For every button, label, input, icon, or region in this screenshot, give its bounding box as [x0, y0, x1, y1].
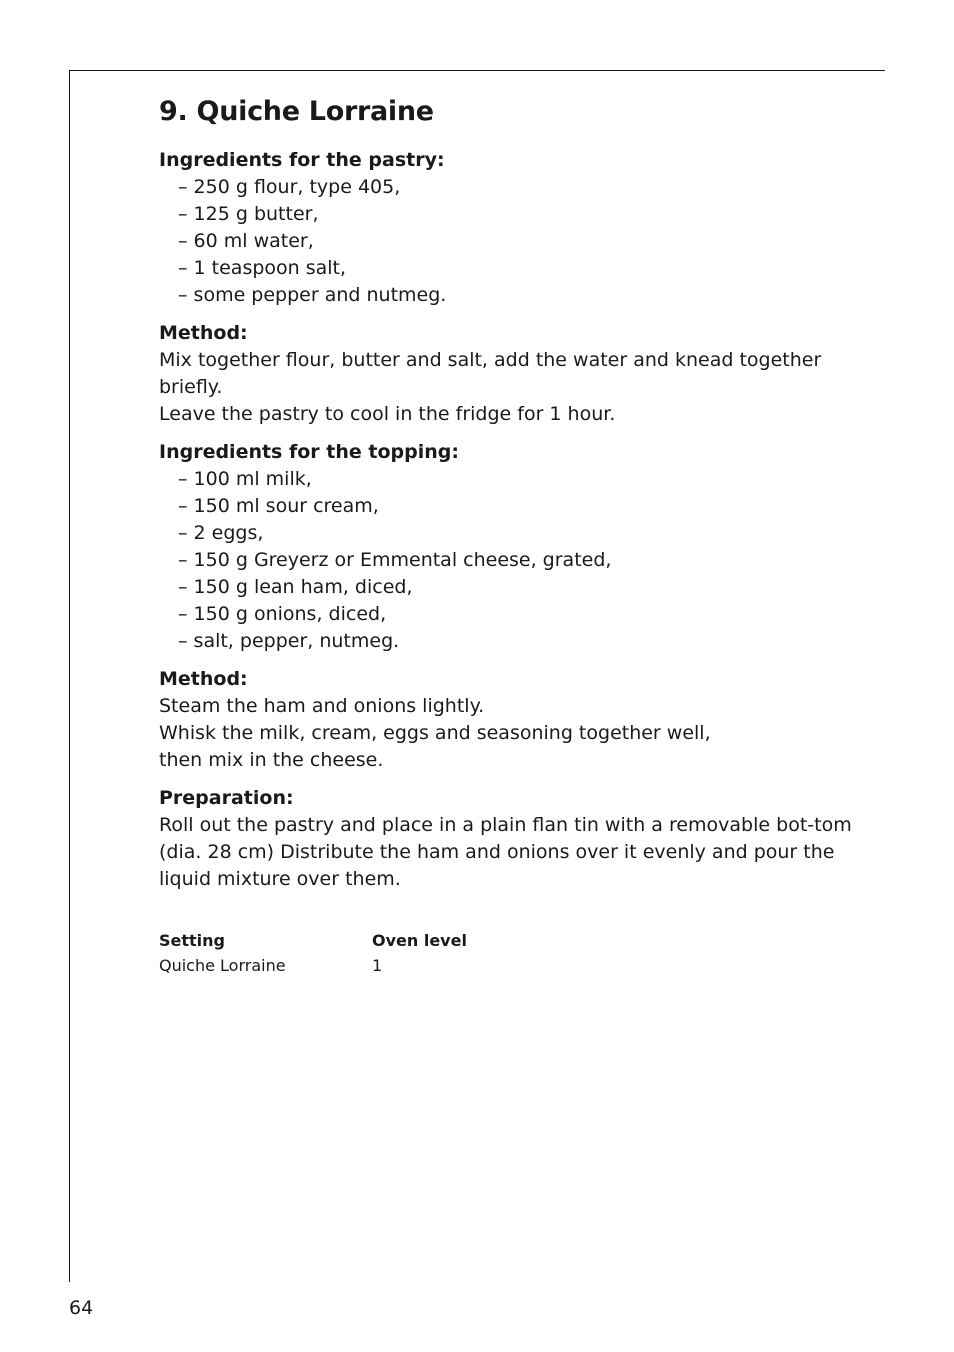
frame-top-rule — [69, 70, 885, 71]
settings-table — [159, 928, 859, 978]
pastry-method-line: Mix together flour, butter and salt, add the water and knead together briefly. — [159, 349, 822, 398]
table-cell-setting: Quiche Lorraine — [159, 956, 286, 975]
pastry-ingredients-heading: Ingredients for the pastry: — [159, 149, 445, 171]
list-item: – some pepper and nutmeg. — [178, 284, 447, 306]
list-item: – 150 ml sour cream, — [178, 495, 379, 517]
topping-ingredients-section — [159, 439, 859, 655]
topping-method-line: Whisk the milk, cream, eggs and seasoning together well, — [159, 722, 711, 744]
list-item: – 150 g Greyerz or Emmental cheese, grated, — [178, 549, 612, 571]
list-item: – 2 eggs, — [178, 522, 264, 544]
list-item: – 1 teaspoon salt, — [178, 257, 347, 279]
page-number: 64 — [69, 1297, 94, 1319]
topping-ingredients-list — [159, 466, 859, 655]
topping-method-line: Steam the ham and onions lightly. — [159, 695, 485, 717]
list-item: – salt, pepper, nutmeg. — [178, 630, 400, 652]
topping-method-line: then mix in the cheese. — [159, 749, 384, 771]
table-header-oven-level: Oven level — [372, 931, 467, 950]
preparation-heading: Preparation: — [159, 787, 294, 809]
frame-left-rule — [69, 70, 70, 1282]
recipe-content — [159, 92, 859, 978]
table-cell-oven-level: 1 — [372, 956, 383, 975]
preparation-section — [159, 785, 859, 893]
pastry-ingredients-list — [159, 174, 859, 309]
list-item: – 125 g butter, — [178, 203, 319, 225]
topping-method-section — [159, 666, 859, 774]
page-title: 9. Quiche Lorraine — [159, 96, 434, 127]
table-header-row — [159, 928, 859, 953]
topping-method-heading: Method: — [159, 668, 248, 690]
topping-ingredients-heading: Ingredients for the topping: — [159, 441, 459, 463]
list-item: – 60 ml water, — [178, 230, 314, 252]
preparation-text: Roll out the pastry and place in a plain flan tin with a removable bot-tom (dia. 28 cm) Distribute the ham and onions over it evenly and pour the liquid mixture over them. — [159, 814, 852, 890]
list-item: – 150 g onions, diced, — [178, 603, 387, 625]
table-row — [159, 953, 859, 978]
list-item: – 100 ml milk, — [178, 468, 312, 490]
pastry-method-heading: Method: — [159, 322, 248, 344]
pastry-ingredients-section — [159, 147, 859, 309]
table-header-setting: Setting — [159, 931, 225, 950]
list-item: – 250 g flour, type 405, — [178, 176, 401, 198]
pastry-method-section — [159, 320, 859, 428]
list-item: – 150 g lean ham, diced, — [178, 576, 413, 598]
pastry-method-line: Leave the pastry to cool in the fridge for 1 hour. — [159, 403, 616, 425]
